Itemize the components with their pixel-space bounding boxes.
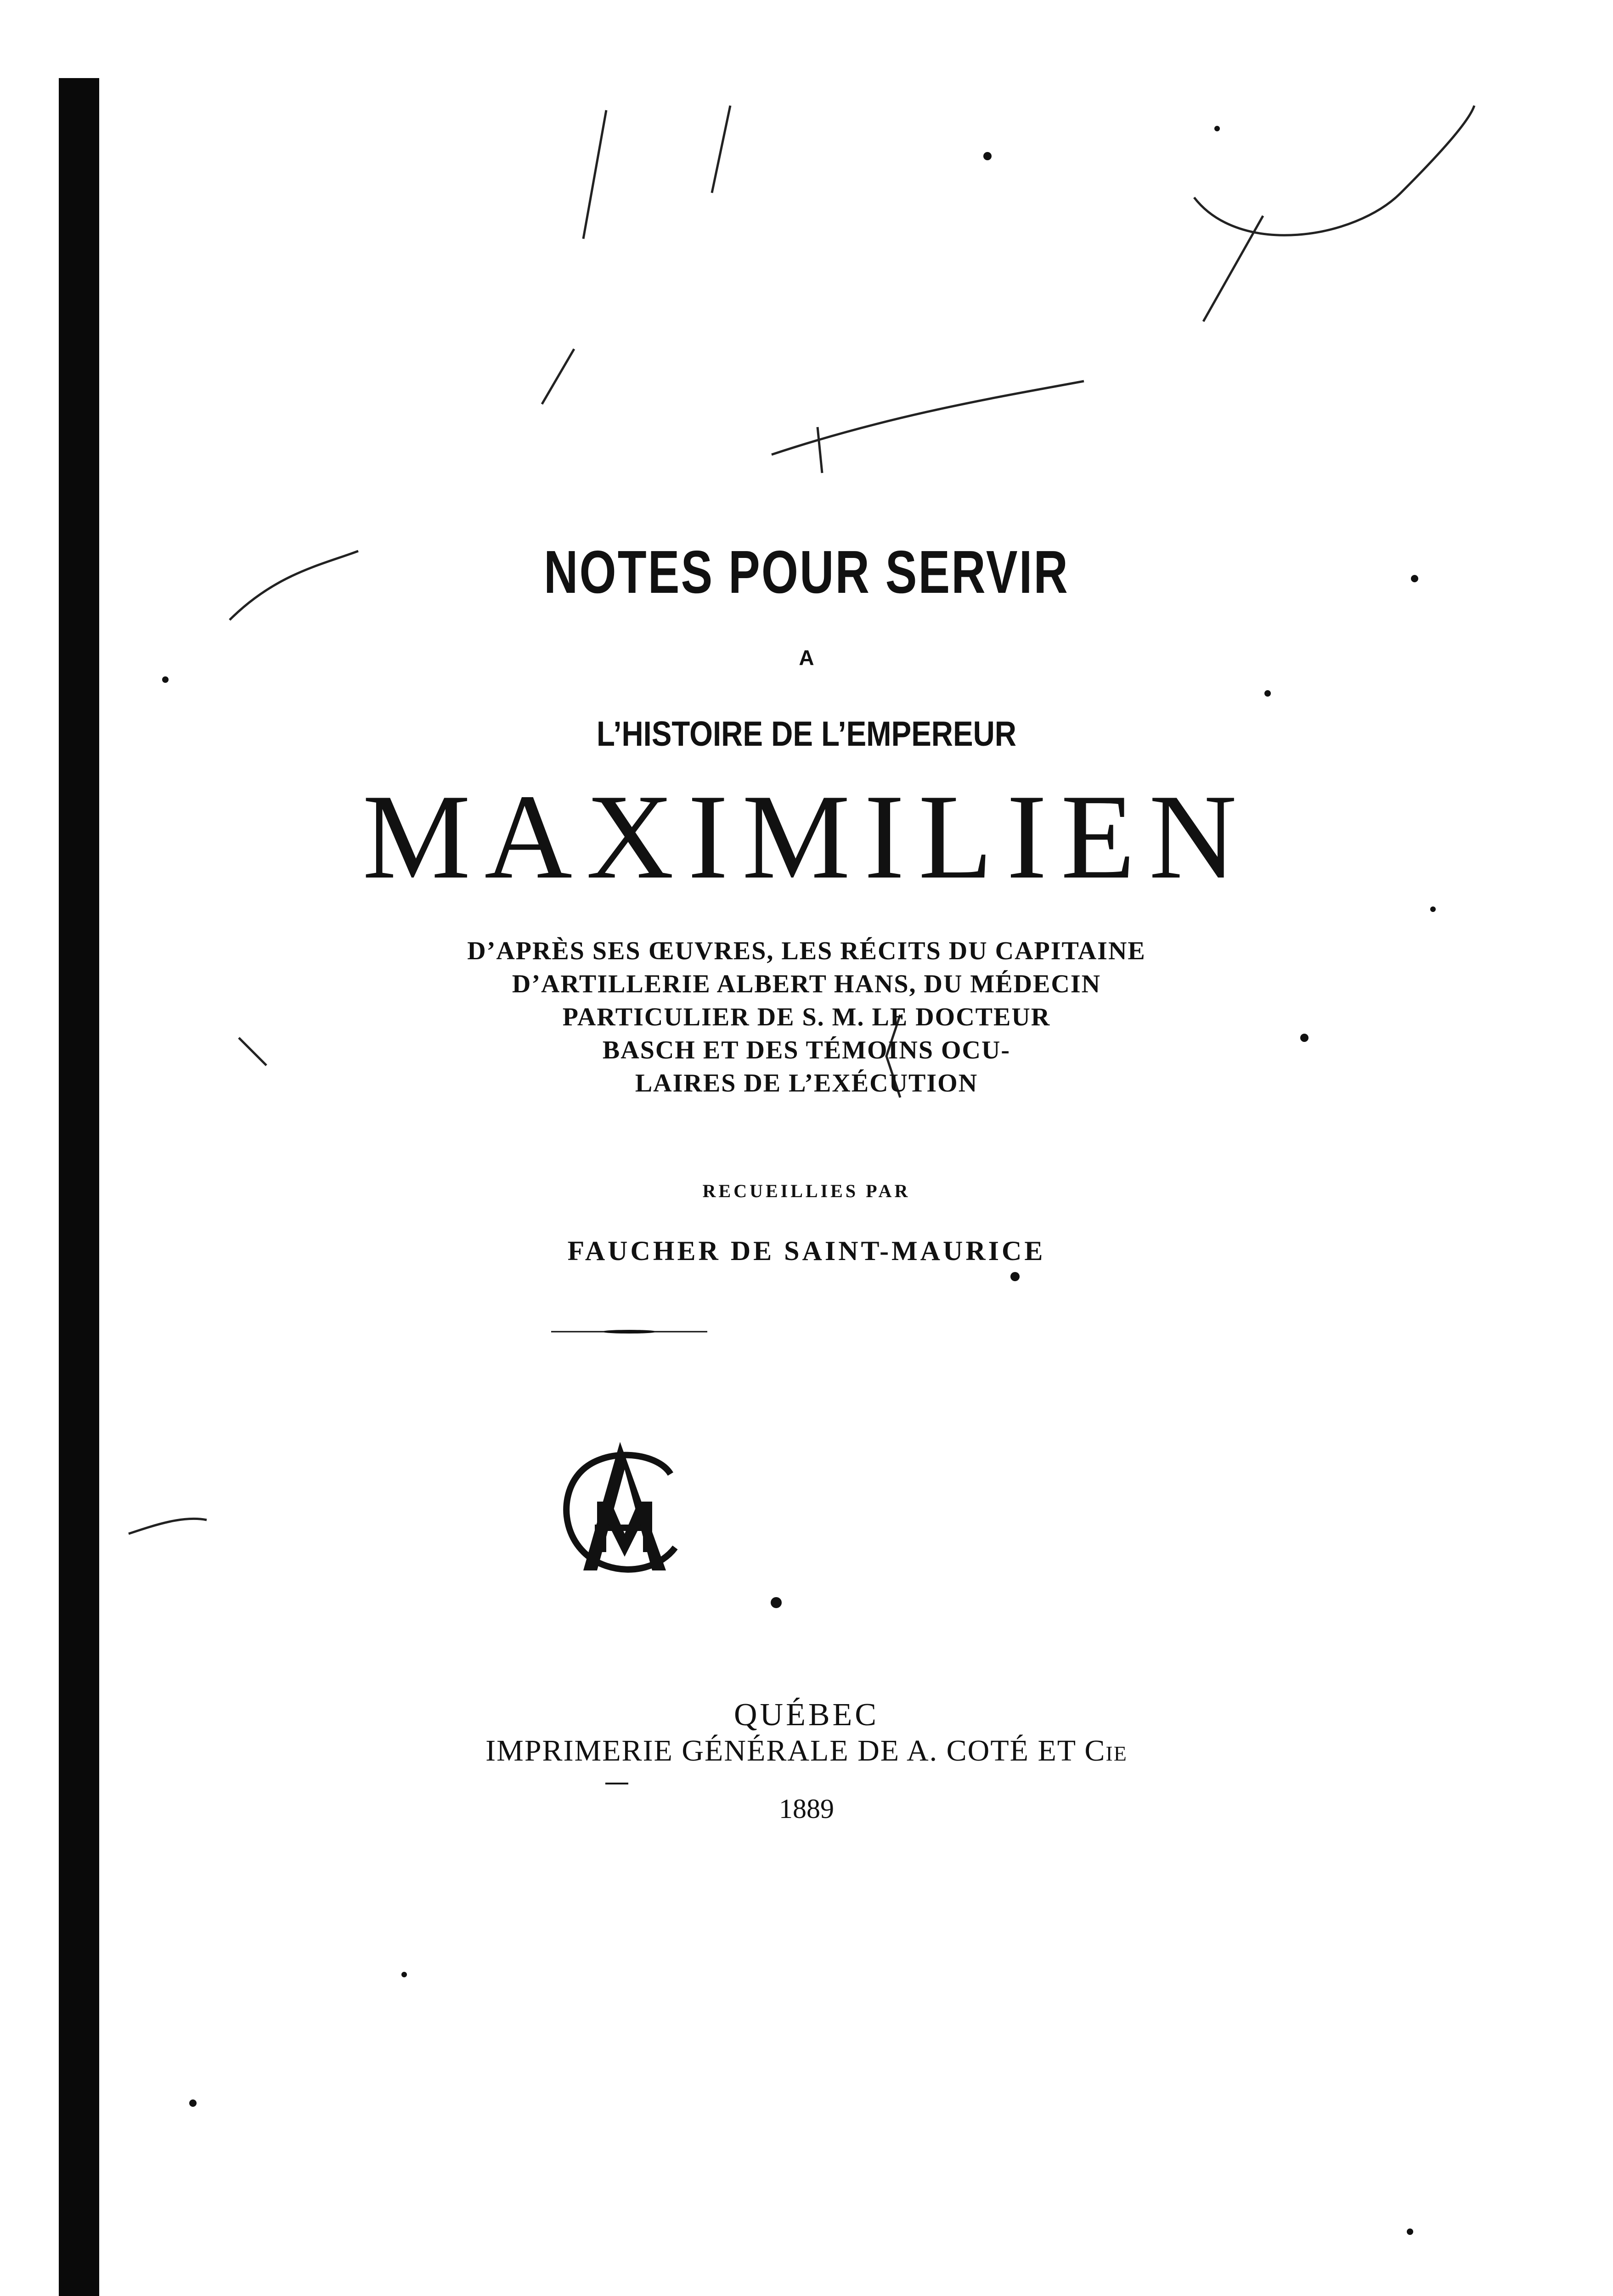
title-line-2: L’HISTOIRE DE L’EMPEREUR	[597, 715, 1016, 754]
monogram-emblem	[551, 1433, 698, 1584]
imprint-city: QUÉBEC	[734, 1697, 879, 1733]
title-line-1: NOTES POUR SERVIR	[544, 538, 1069, 606]
title-connector: A	[799, 646, 814, 670]
subtitle-line: D’ARTILLERIE ALBERT HANS, DU MÉDECIN	[512, 970, 1101, 998]
subtitle-block	[0, 934, 1613, 1100]
decorative-rule	[551, 1330, 707, 1334]
subtitle-line: LAIRES DE L’EXÉCUTION	[635, 1069, 978, 1097]
subtitle-line: D’APRÈS SES ŒUVRES, LES RÉCITS DU CAPITAINE	[467, 937, 1146, 965]
imprint-printer: IMPRIMERIE GÉNÉRALE DE A. COTÉ ET Cie	[485, 1734, 1128, 1767]
year-divider	[605, 1783, 628, 1784]
main-title: MAXIMILIEN	[362, 770, 1251, 904]
subtitle-line: PARTICULIER DE S. M. LE DOCTEUR	[562, 1003, 1051, 1031]
author-name: FAUCHER DE SAINT-MAURICE	[567, 1236, 1046, 1266]
subtitle-line: BASCH ET DES TÉMOINS OCU-	[602, 1036, 1011, 1064]
imprint-year: 1889	[779, 1794, 834, 1824]
collected-by-label: RECUEILLIES PAR	[702, 1181, 911, 1201]
